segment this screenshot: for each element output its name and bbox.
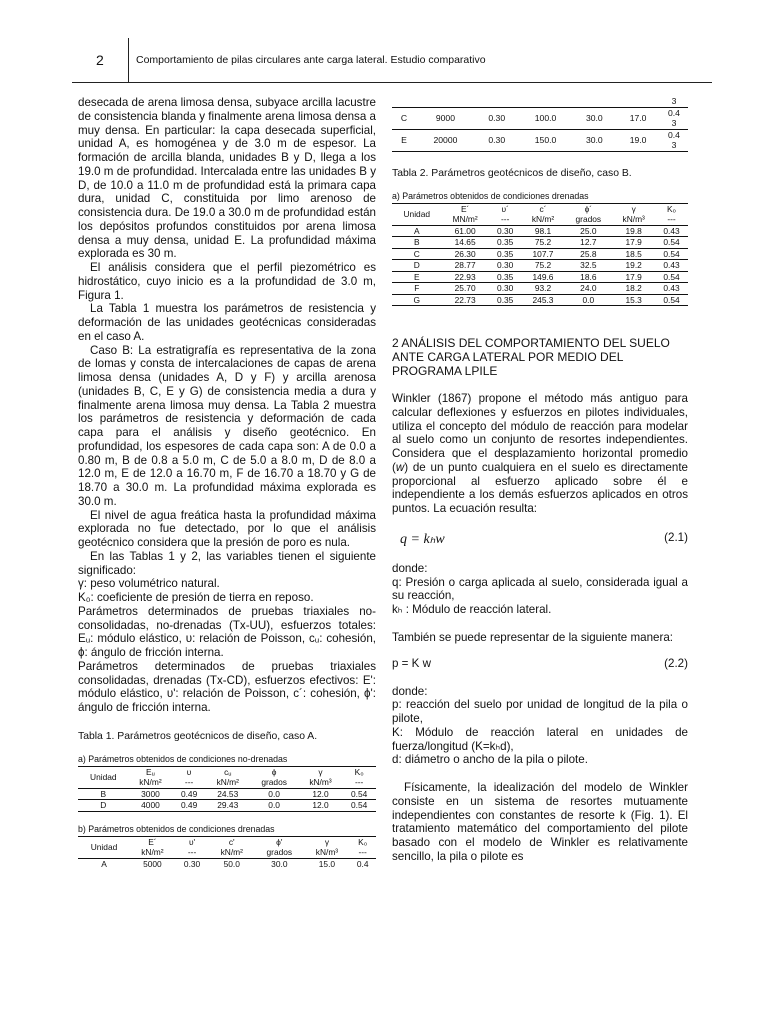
table-cell: 25.0 (564, 225, 612, 237)
table-cell: 32.5 (564, 260, 612, 272)
definition-k0: K₀: coeficiente de presión de tierra en reposo. (78, 591, 314, 604)
table-row (78, 788, 376, 800)
definition-kh: kₕ : Módulo de reacción lateral. (392, 603, 552, 616)
table-cell: 0.0 (564, 294, 612, 306)
table-cell: 0.49 (172, 788, 206, 800)
table-cell-part: 0.4 (668, 129, 680, 140)
table-cell: 25.8 (564, 248, 612, 260)
table-cell: 12.7 (564, 237, 612, 249)
table-row (392, 283, 688, 295)
table-cell-part: 3 (671, 118, 677, 128)
table-unit: grados (250, 777, 299, 788)
table-cell: A (101, 858, 107, 869)
table-cell: 19.2 (612, 260, 655, 272)
table-cell: 0.54 (655, 248, 688, 260)
definition-q: q: Presión o carga aplicada al suelo, considerada igual a su reacción, (392, 575, 688, 603)
table-row (392, 271, 688, 283)
table-cell: 22.73 (442, 294, 489, 306)
table-cell: C (392, 248, 442, 260)
table-cell: 0.54 (655, 294, 688, 306)
table-row (392, 107, 688, 129)
table-cell: 0.54 (655, 271, 688, 283)
table-cell: 25.70 (442, 283, 489, 295)
table-header: ϕ (250, 766, 299, 777)
table-header: υ (172, 766, 206, 777)
table-header: K₀ (655, 203, 688, 214)
table-unit: kN/m² (129, 777, 173, 788)
table-header: E´ (130, 836, 175, 847)
table-cell: E (401, 134, 407, 145)
table-cell: 0.43 (655, 283, 688, 295)
paragraph: Físicamente, la idealización del modelo de Winkler consiste en un sistema de resortes mutuamente independientes con constantes de resorte k (Fig. 1). El tratamiento matemático del comportamiento del pilote basado con el modelo de Winkler es relativamente sencillo, la pila o pilote es (392, 781, 688, 863)
table-cell: 3000 (129, 788, 173, 800)
paragraph: La Tabla 1 muestra los parámetros de resistencia y deformación de las unidades geotécnicas consideradas en el caso A. (78, 302, 376, 343)
table-cell: 0.35 (489, 237, 522, 249)
equation-number: (2.1) (664, 530, 688, 544)
table-cell: 30.0 (585, 112, 603, 123)
table-unit: grados (564, 214, 612, 225)
paragraph: También se puede representar de la siguiente manera: (392, 630, 674, 644)
variable-w: w (395, 460, 405, 474)
table-cell: 0.0 (250, 800, 299, 812)
table-cell: 26.30 (442, 248, 489, 260)
table2a-caption: a) Parámetros obtenidos de condiciones drenadas (392, 190, 589, 201)
table-unit: kN/m² (206, 777, 250, 788)
table1a-caption: a) Parámetros obtenidos de condiciones no-drenadas (78, 753, 288, 764)
table-header: υ' (175, 836, 210, 847)
spacer (392, 767, 688, 781)
definition-p: p: reacción del suelo por unidad de longitud de la pila o pilote, (392, 698, 688, 725)
table-header: Unidad (392, 203, 442, 225)
table-cell: 0.49 (172, 800, 206, 812)
table2 (392, 203, 688, 307)
table-unit: kN/m³ (305, 847, 350, 858)
paragraph (392, 392, 688, 516)
table-cell: 149.6 (522, 271, 565, 283)
table1b (78, 836, 376, 870)
table-cell: 18.2 (612, 283, 655, 295)
table-cell: 0.0 (250, 788, 299, 800)
table-header: c' (209, 836, 254, 847)
table-cell: 18.6 (564, 271, 612, 283)
table-cell: 19.0 (629, 134, 647, 145)
table-cell: 0.30 (489, 283, 522, 295)
table1b-caption: b) Parámetros obtenidos de condiciones drenadas (78, 823, 275, 834)
table-header: K₀ (349, 836, 376, 847)
table-cell: 0.30 (489, 260, 522, 272)
equation-number: (2.2) (664, 656, 688, 670)
table-cell: 24.0 (564, 283, 612, 295)
table-cell: 0.54 (655, 237, 688, 249)
table-cell: 5000 (143, 858, 162, 869)
table-unit: --- (342, 777, 376, 788)
table-cell: G (392, 294, 442, 306)
table-header: γ (305, 836, 350, 847)
table-cell: 12.0 (299, 788, 343, 800)
table-cell: 0.43 (655, 260, 688, 272)
table-header: γ (299, 766, 343, 777)
table-cell: 0.35 (489, 294, 522, 306)
table-cell: 18.5 (612, 248, 655, 260)
header-horizontal-rule (72, 82, 712, 83)
table-cell: 0.35 (489, 248, 522, 260)
table-header: Unidad (78, 836, 130, 858)
table-row (392, 260, 688, 272)
table-cell: 17.0 (629, 112, 647, 123)
table-cell: 17.9 (612, 237, 655, 249)
table-cell: E (392, 271, 442, 283)
equation-2-2 (392, 657, 688, 673)
table-cell: 4000 (129, 800, 173, 812)
table-cell: 107.7 (522, 248, 565, 260)
table-unit: --- (172, 777, 206, 788)
table-cell: 29.43 (206, 800, 250, 812)
table-row (78, 800, 376, 812)
table-unit: kN/m³ (612, 214, 655, 225)
table-cell: 17.9 (612, 271, 655, 283)
table-cell: 61.00 (442, 225, 489, 237)
spacer (392, 617, 688, 631)
table1b-continuation (392, 96, 688, 152)
table-cell: 75.2 (522, 260, 565, 272)
table-header: c´ (522, 203, 565, 214)
table-unit: MN/m² (442, 214, 489, 225)
table-cell: 14.65 (442, 237, 489, 249)
table-header: υ´ (489, 203, 522, 214)
table-cell: B (78, 788, 129, 800)
table-cell: 19.8 (612, 225, 655, 237)
table-unit: kN/m² (522, 214, 565, 225)
table-unit: kN/m³ (299, 777, 343, 788)
table-cell (660, 129, 688, 151)
table-cell: D (78, 800, 129, 812)
definition-d: d: diámetro o ancho de la pila o pilote. (392, 753, 588, 767)
paragraph-part: ) de un punto cualquiera en el suelo es directamente proporcional al esfuerzo aplicado sobre él e independiente a los demás esfuerzos aplicados en otros puntos. La ecuación resulta: (392, 460, 688, 515)
paragraph: Caso B: La estratigrafía es representativa de la zona de lomas y consta de intercalaciones de capas de arena limosa densa (unidades A, D y F) y arcilla arenosa (unidades B, C, E y G) de consistencia media a dura y finalmente arena limosa muy densa. La Tabla 2 muestra los parámetros de resistencia y deformación de cada capa para el análisis y diseño geotécnico. En profundidad, los espesores de cada capa son: A de 0.0 a 0.80 m, B de 0.8 a 5.0 m, C de 5.0 a 8.0 m, D de 8.0 a 12.0 m, E de 12.0 a 16.70 m, F de 16.70 a 18.70 y G de 18.70 a 30.0 m. La profundidad máxima explorada es 30.0 m. (78, 343, 376, 508)
definition-drained: Parámetros determinados de pruebas triaxiales consolidadas, drenadas (Tx-CD), esfuerzos efectivos: E': módulo elástico, υ': relación de Poisson, c´: cohesión, ϕ': ángulo de fricción interna. (78, 659, 376, 714)
paragraph: En las Tablas 1 y 2, las variables tienen el siguiente significado: (78, 549, 376, 577)
table-row (392, 225, 688, 237)
left-column (78, 96, 376, 869)
table-cell: B (392, 237, 442, 249)
table-cell: 0.4 (356, 858, 369, 869)
table-cell: 0.43 (655, 225, 688, 237)
table-header: K₀ (342, 766, 376, 777)
equation-body: p = K w (392, 656, 431, 670)
table-cell: 30.0 (271, 858, 288, 869)
table-cell: A (392, 225, 442, 237)
table-row (392, 129, 688, 151)
table2-caption: Tabla 2. Parámetros geotécnicos de diseño, caso B. (392, 167, 632, 179)
header-vertical-rule (128, 38, 129, 82)
table-cell: 75.2 (522, 237, 565, 249)
table-cell-part: 3 (671, 140, 677, 150)
table-cell: 15.3 (612, 294, 655, 306)
table-row (392, 248, 688, 260)
table-unit: --- (349, 847, 376, 858)
table-cell: 15.0 (318, 858, 336, 869)
table-cell: 12.0 (299, 800, 343, 812)
table-cell: 0.30 (488, 134, 506, 145)
table-cell: D (392, 260, 442, 272)
equation-body: q = kₕw (400, 531, 445, 547)
right-column (392, 96, 688, 864)
table-header: ϕ' (254, 836, 304, 847)
table-cell: 0.35 (489, 271, 522, 283)
table-cell: 98.1 (522, 225, 565, 237)
table-cell: 0.30 (488, 112, 506, 123)
table-header: γ (612, 203, 655, 214)
paragraph: El nivel de agua freática hasta la profundidad máxima explorada no fue detectado, por lo que el análisis geotécnico considera que la presión de poro es nula. (78, 508, 376, 549)
table-row (78, 858, 376, 869)
table-cell: 0.54 (342, 788, 376, 800)
table-unit: kN/m² (209, 847, 254, 858)
paragraph: donde: (392, 684, 428, 698)
running-title: Comportamiento de pilas circulares ante carga lateral. Estudio comparativo (136, 54, 486, 66)
table-cell: 0.30 (183, 858, 201, 869)
table-header: Eᵤ (129, 766, 173, 777)
paragraph: El análisis considera que el perfil piezométrico es hidrostático, cuyo inicio es a la profundidad de 3.0 m, Figura 1. (78, 261, 376, 302)
table-unit: --- (489, 214, 522, 225)
table-row (392, 237, 688, 249)
table-cell: 0.30 (489, 225, 522, 237)
table1-caption: Tabla 1. Parámetros geotécnicos de diseño, caso A. (78, 730, 318, 742)
table-cell (660, 107, 688, 129)
equation-2-1 (392, 528, 688, 552)
table-header: Unidad (78, 766, 129, 788)
table-cell: 30.0 (585, 134, 603, 145)
table-cell: 3 (671, 96, 677, 106)
page-number: 2 (96, 52, 104, 68)
table-unit: kN/m² (130, 847, 175, 858)
section-heading: 2 ANÁLISIS DEL COMPORTAMIENTO DEL SUELO ANTE CARGA LATERAL POR MEDIO DEL PROGRAMA LPILE (392, 336, 670, 378)
table-cell: 20000 (433, 134, 458, 145)
table-cell: 150.0 (534, 134, 557, 145)
table-header: ϕ´ (564, 203, 612, 214)
definition-undrained: Parámetros determinados de pruebas triaxiales no-consolidadas, no-drenadas (Tx-UU), esfuerzos totales: Eᵤ: módulo elástico, υ: relación de Poisson, cᵤ: cohesión, ϕ: ángulo de fricción interna. (78, 604, 376, 659)
table-unit: --- (655, 214, 688, 225)
table-cell: 100.0 (534, 112, 557, 123)
paragraph: donde: (392, 561, 428, 575)
definition-K: K: Módulo de reacción lateral en unidades de fuerza/longitud (K=kₕd), (392, 725, 688, 753)
table-cell: 9000 (435, 112, 455, 123)
table1a (78, 766, 376, 812)
table-unit: grados (254, 847, 304, 858)
table-cell: 50.0 (223, 858, 240, 869)
table-header: cᵤ (206, 766, 250, 777)
table-cell: 0.54 (342, 800, 376, 812)
table-cell: F (392, 283, 442, 295)
paragraph: desecada de arena limosa densa, subyace arcilla lacustre de consistencia blanda y finalmente arena limosa densa a muy densa. En particular: la capa desecada superficial, unidad A, es homogénea y de 3.0 m de espesor. La formación de arcilla blanda, unidades B y D, llega a los 19.0 m de profundidad. Intercalada entre las unidades B y D, de 10.0 a 11.0 m de profundidad está la primara capa dura, unidad C, constituida por limo arenoso de consistencia dura. De 19.0 a 30.0 m de profundidad están los depósitos profundos constituidos por arena limosa densa a muy densa, unidad E. La profundidad máxima explorada es 30 m. (78, 96, 376, 261)
table-unit: --- (175, 847, 210, 858)
table-cell: 22.93 (442, 271, 489, 283)
table-cell: 245.3 (522, 294, 565, 306)
table-cell: 93.2 (522, 283, 565, 295)
table-row (392, 294, 688, 306)
table-cell-part: 0.4 (668, 107, 680, 118)
table-cell: C (400, 112, 408, 123)
paragraph-part: Winkler (1867) propone el método más antiguo para calcular deflexiones y esfuerzos en pilotes individuales, utiliza el concepto del módulo de reacción para modelar al suelo como un conjunto de resortes independientes. Considera que el desplazamiento horizontal promedio ( (392, 392, 688, 474)
table-cell: 28.77 (442, 260, 489, 272)
definition-gamma: γ: peso volumétrico natural. (78, 577, 220, 591)
table-header: E´ (442, 203, 489, 214)
table-cell: 24.53 (206, 788, 250, 800)
